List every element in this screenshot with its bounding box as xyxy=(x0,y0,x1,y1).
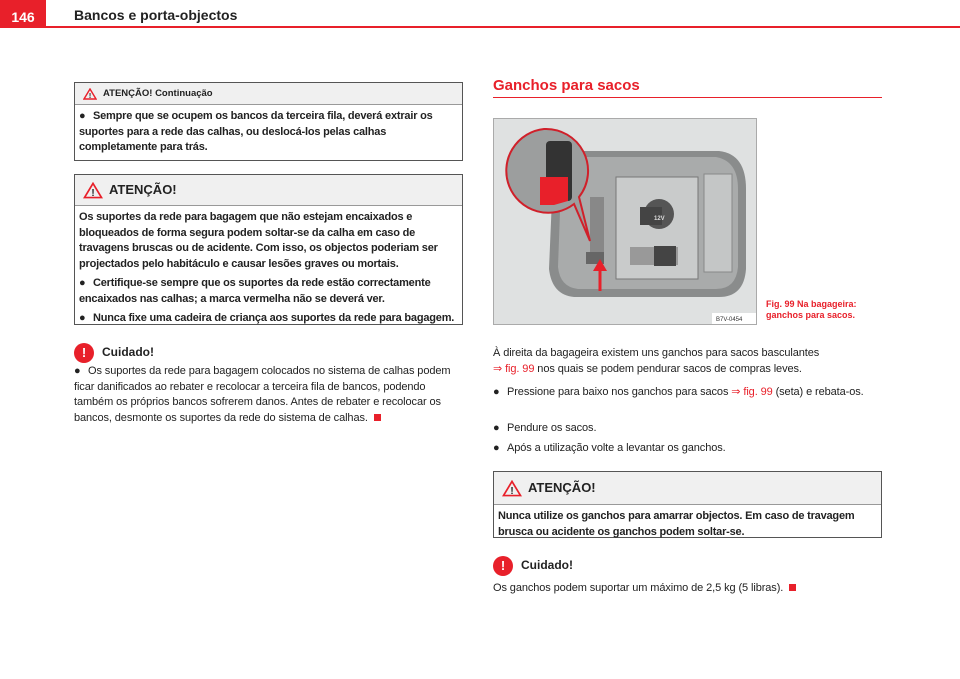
caution-text xyxy=(493,581,882,597)
caution-body: Os suportes da rede para bagagem colocados no sistema de calhas podem ficar danificados ao rebater e recolocar a terceira fila de bancos, podendo também os próprios bancos sofrerem danos. Antes de rebater e recolocar os bancos, desmonte os suportes da rede do sistema de calhas. xyxy=(74,365,451,424)
figure-bag-hooks xyxy=(493,118,757,325)
caption-line: Fig. 99 Na bagageira: xyxy=(766,299,857,309)
svg-text:!: ! xyxy=(91,187,95,199)
caution-heading xyxy=(493,556,573,576)
list-item xyxy=(493,421,882,437)
exclamation-icon: ! xyxy=(74,343,94,363)
warning-intro: Os suportes da rede para bagagem que não estejam encaixados e bloqueados de forma segura podem soltar-se da calha em caso de travagens bruscas ou de acidente. Com isso, os objectos poderiam ser projectados pelo habitáculo e causar lesões graves ou mortais. xyxy=(79,211,438,270)
warning-triangle-icon xyxy=(83,88,97,100)
caution-heading xyxy=(74,343,154,363)
warning-bullet: Sempre que se ocupem os bancos da terceira fila, deverá extrair os suportes para a rede das calhas, ou deslocá-los pelas calhas completamente para trás. xyxy=(79,110,433,153)
list-text: Pendure os sacos. xyxy=(507,422,597,434)
list-text: (seta) e rebata-os. xyxy=(772,386,864,398)
warning-box xyxy=(493,471,882,538)
figure-caption xyxy=(766,299,857,321)
svg-text:!: ! xyxy=(88,92,92,100)
bullet-icon: ● xyxy=(74,365,81,377)
bullet-icon: ● xyxy=(79,312,86,324)
warning-header xyxy=(75,83,462,105)
warning-bullet: Certifique-se sempre que os suportes da rede estão correctamente encaixados nas calhas; a marca vermelha não se deverá ver. xyxy=(79,277,431,305)
caption-line: ganchos para sacos. xyxy=(766,310,856,320)
chapter-title: Bancos e porta-objectos xyxy=(74,7,238,23)
caution-text xyxy=(74,364,463,426)
bullet-icon: ● xyxy=(493,386,500,398)
warning-header xyxy=(494,472,881,505)
end-marker-icon xyxy=(374,414,381,421)
socket-label: 12V xyxy=(654,216,665,222)
list-text: Pressione para baixo nos ganchos para sacos xyxy=(507,386,732,398)
warning-header xyxy=(75,175,462,206)
figure-link[interactable]: ⇒ fig. 99 xyxy=(493,362,535,375)
warning-title: ATENÇÃO! Continuação xyxy=(103,87,213,99)
bag-hook-illustration xyxy=(494,119,757,325)
warning-title: ATENÇÃO! xyxy=(528,480,596,496)
list-item xyxy=(493,385,882,401)
list-item xyxy=(493,441,882,457)
intro-paragraph xyxy=(493,346,882,377)
caution-title: Cuidado! xyxy=(102,345,154,360)
end-marker-icon xyxy=(789,584,796,591)
bullet-icon: ● xyxy=(493,442,500,454)
warning-triangle-icon xyxy=(83,182,103,199)
bullet-icon: ● xyxy=(79,277,86,289)
list-text: Após a utilização volte a levantar os ganchos. xyxy=(507,442,726,454)
bullet-icon: ● xyxy=(79,110,86,122)
warning-continued-box xyxy=(74,82,463,161)
section-heading: Ganchos para sacos xyxy=(493,78,882,98)
figure-link[interactable]: ⇒ fig. 99 xyxy=(731,386,773,398)
para-text: nos quais se podem pendurar sacos de compras leves. xyxy=(534,362,802,375)
warning-text: Nunca utilize os ganchos para amarrar objectos. Em caso de travagem brusca ou acidente os ganchos podem soltar-se. xyxy=(498,510,855,538)
figure-code: B7V-0454 xyxy=(716,317,743,323)
caution-body: Os ganchos podem suportar um máximo de 2,5 kg (5 libras). xyxy=(493,582,784,594)
page-number: 146 xyxy=(0,0,46,27)
warning-triangle-icon xyxy=(502,480,522,497)
caution-title: Cuidado! xyxy=(521,558,573,573)
header-rule xyxy=(0,26,960,28)
warning-bullet: Nunca fixe uma cadeira de criança aos suportes da rede para bagagem. xyxy=(93,312,455,324)
warning-title: ATENÇÃO! xyxy=(109,182,177,198)
svg-text:!: ! xyxy=(510,485,514,497)
bullet-icon: ● xyxy=(493,422,500,434)
warning-box xyxy=(74,174,463,325)
exclamation-icon: ! xyxy=(493,556,513,576)
para-text: À direita da bagageira existem uns ganchos para sacos basculantes xyxy=(493,347,820,359)
